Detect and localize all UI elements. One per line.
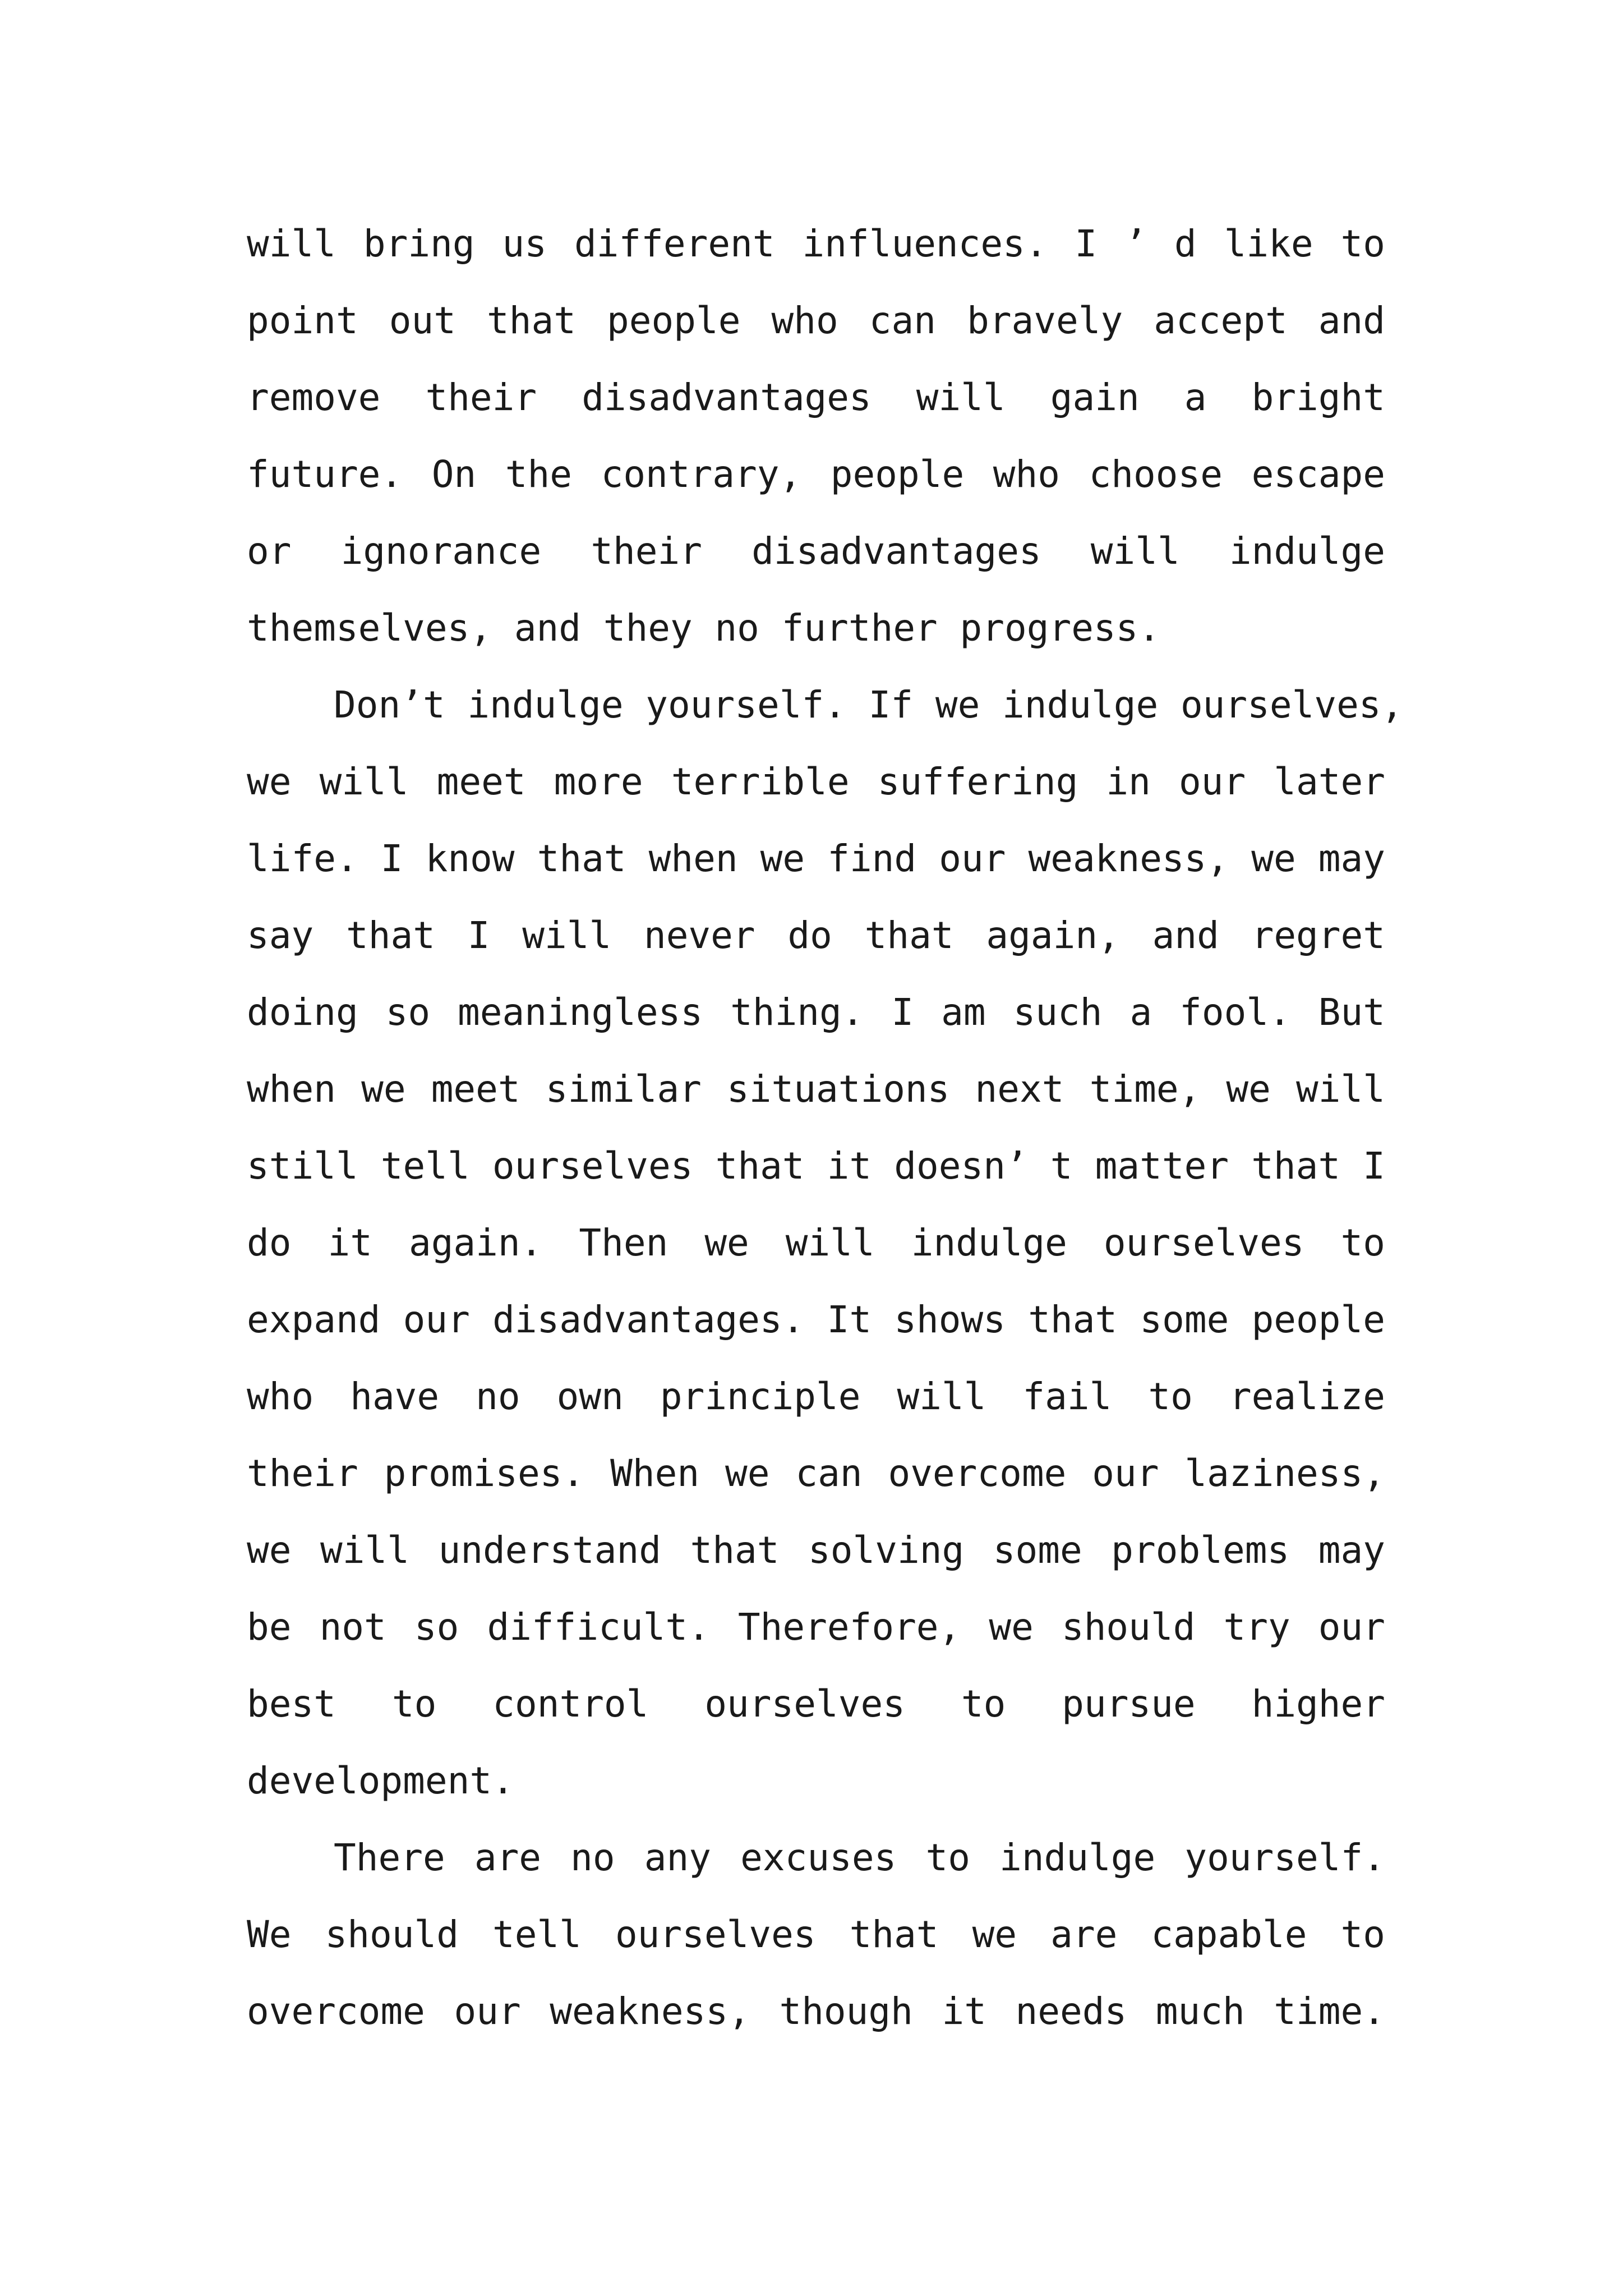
text-line: say that I will never do that again, and regret <box>247 914 1385 957</box>
text-line: expand our disadvantages. It shows that some people <box>247 1298 1385 1341</box>
text-line: development. <box>247 1759 514 1802</box>
text-line: We should tell ourselves that we are capable to <box>247 1913 1385 1956</box>
text-line: be not so difficult. Therefore, we should try our <box>247 1605 1385 1649</box>
text-line: future. On the contrary, people who choose escape <box>247 453 1385 496</box>
text-line: we will understand that solving some problems may <box>247 1529 1385 1572</box>
text-line: best to control ourselves to pursue higher <box>247 1682 1385 1726</box>
text-line: life. I know that when we find our weakness, we may <box>247 837 1385 880</box>
text-line: who have no own principle will fail to realize <box>247 1375 1385 1418</box>
text-line: point out that people who can bravely accept and <box>247 299 1385 342</box>
paragraph-first-line: Don’t indulge yourself. If we indulge ourselves, <box>334 683 1404 726</box>
text-line: remove their disadvantages will gain a bright <box>247 376 1385 419</box>
text-line: themselves, and they no further progress. <box>247 606 1161 650</box>
body-text <box>247 216 1404 2060</box>
text-line: when we meet similar situations next time, we will <box>247 1068 1385 1111</box>
text-line: will bring us different influences. I ’ d like to <box>247 222 1385 265</box>
text-line: overcome our weakness, though it needs much time. <box>247 1990 1385 2033</box>
text-line: still tell ourselves that it doesn’ t matter that I <box>247 1144 1385 1188</box>
text-line: do it again. Then we will indulge ourselves to <box>247 1221 1385 1264</box>
paragraph-first-line: There are no any excuses to indulge yourself. <box>334 1836 1385 1879</box>
text-line: their promises. When we can overcome our laziness, <box>247 1452 1385 1495</box>
text-line: doing so meaningless thing. I am such a fool. But <box>247 991 1385 1034</box>
text-line: we will meet more terrible suffering in our later <box>247 760 1385 803</box>
text-line: or ignorance their disadvantages will indulge <box>247 530 1385 573</box>
